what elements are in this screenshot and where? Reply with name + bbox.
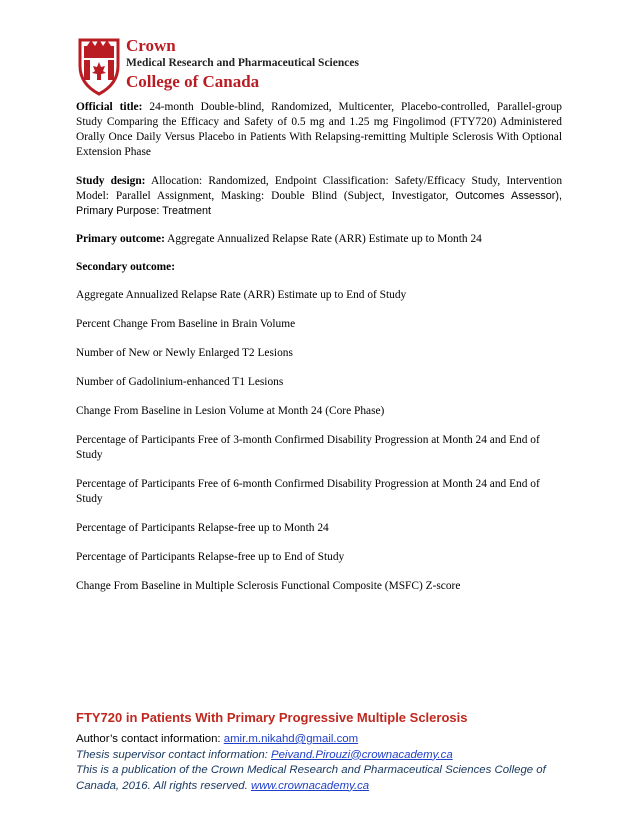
supervisor-contact-label: Thesis supervisor contact information: [76, 748, 271, 761]
publication-footer [76, 710, 576, 794]
study-design-label: Study design: [76, 175, 146, 187]
primary-outcome-text: Aggregate Annualized Relapse Rate (ARR) Estimate up to Month 24 [167, 233, 482, 245]
list-item: Percentage of Participants Relapse-free up to Month 24 [76, 522, 329, 534]
maple-leaf-shield-icon [76, 36, 122, 96]
official-title-paragraph [76, 100, 562, 160]
publication-text: This is a publication of the Crown Medical Research and Pharmaceutical Sciences College of Canada, 2016. All rights reserved. [76, 764, 546, 792]
author-contact-label: Author’s contact information: [76, 733, 224, 745]
supervisor-contact [76, 748, 576, 764]
brand-line-1: Crown [126, 36, 176, 55]
study-design-paragraph [76, 174, 562, 219]
list-item: Percentage of Participants Free of 6-month Confirmed Disability Progression at Month 24 and End of Study [76, 478, 540, 505]
supervisor-email-link[interactable]: Peivand.Pirouzi@crownacademy.ca [271, 748, 453, 761]
official-title-text: 24-month Double-blind, Randomized, Multicenter, Placebo-controlled, Parallel-group Study Comparing the Efficacy and Safety of 0.5 mg and 1.25 mg Fingolimod (FTY720) Administered Orally Once Daily Versus Placebo in Patients With Relapsing-remitting Multiple Sclerosis With Optional Extension Phase [76, 101, 562, 158]
list-item: Number of Gadolinium-enhanced T1 Lesions [76, 376, 284, 388]
author-email-link[interactable]: amir.m.nikahd@gmail.com [223, 733, 359, 745]
brand-line-2: Medical Research and Pharmaceutical Sciences [126, 57, 359, 69]
list-item: Percentage of Participants Free of 3-month Confirmed Disability Progression at Month 24 and End of Study [76, 434, 540, 461]
footer-title: FTY720 in Patients With Primary Progressive Multiple Sclerosis [76, 710, 468, 725]
document-body [76, 100, 562, 608]
list-item: Change From Baseline in Lesion Volume at Month 24 (Core Phase) [76, 405, 385, 417]
publication-notice [76, 763, 576, 794]
official-title-label: Official title: [76, 101, 143, 113]
list-item: Percentage of Participants Relapse-free up to End of Study [76, 551, 345, 563]
brand-line-3: College of Canada [126, 72, 260, 91]
secondary-outcome-label: Secondary outcome: [76, 261, 176, 273]
primary-outcome-label: Primary outcome: [76, 233, 165, 245]
college-header [76, 36, 406, 96]
list-item: Change From Baseline in Multiple Sclerosis Functional Composite (MSFC) Z-score [76, 580, 461, 592]
list-item: Number of New or Newly Enlarged T2 Lesions [76, 347, 293, 359]
primary-outcome-paragraph [76, 232, 562, 247]
list-item: Percent Change From Baseline in Brain Volume [76, 318, 296, 330]
author-contact [76, 732, 576, 748]
study-design-text: Allocation: Randomized, Endpoint Classification: Safety/Efficacy Study, Intervention Model: Parallel Assignment, Masking: Double Blind (Subject, Investigator, [76, 175, 563, 202]
website-link[interactable]: www.crownacademy.ca [250, 779, 370, 792]
study-design-tail: Outcomes Assessor), Primary Purpose: Treatment [76, 190, 562, 217]
secondary-outcome-list [76, 288, 562, 594]
list-item: Aggregate Annualized Relapse Rate (ARR) Estimate up to End of Study [76, 289, 407, 301]
